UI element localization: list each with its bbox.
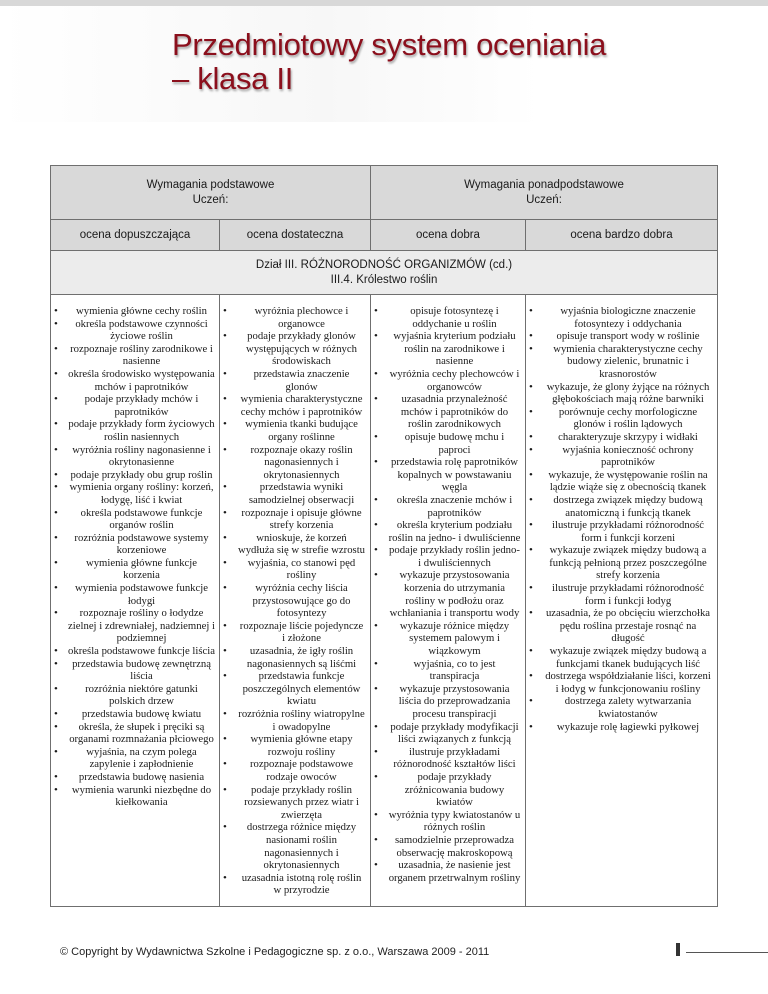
requirement-list-dobra	[373, 305, 521, 884]
requirement-item: • uzasadnia, że po obcięciu wierzchołka pędu roślina przestaje rosnąć na długość	[528, 607, 713, 645]
requirement-item: • przedstawia rolę paprotników kopalnych w powstawaniu węgla	[373, 456, 521, 494]
requirement-item: • rozpoznaje rośliny zarodnikowe i nasienne	[53, 343, 215, 368]
requirement-item: • przedstawia budowę nasienia	[53, 771, 215, 784]
requirement-item: • wyróżnia cechy plechowców i organowców	[373, 368, 521, 393]
section-title-line2: III.4. Królestwo roślin	[330, 273, 438, 286]
requirement-item: • podaje przykłady obu grup roślin	[53, 469, 215, 482]
requirement-item: • wykazuje rolę łagiewki pyłkowej	[528, 721, 713, 734]
grade-header-bardzo-dobra: ocena bardzo dobra	[526, 220, 718, 251]
requirement-item: • określa znaczenie mchów i paprotników	[373, 494, 521, 519]
requirement-item: • wyróżnia cechy liścia przystosowujące go do fotosyntezy	[222, 582, 366, 620]
requirement-list-dopuszczajaca	[53, 305, 215, 809]
section-title-line1: Dział III. RÓŻNORODNOŚĆ ORGANIZMÓW (cd.)	[255, 258, 513, 271]
requirement-item: • rozpoznaje rośliny o łodydze zielnej i zdrewniałej, nadziemnej i podziemnej	[53, 607, 215, 645]
requirement-item: • wyróżnia rośliny nagonasienne i okrytonasienne	[53, 444, 215, 469]
requirement-item: • rozróżnia niektóre gatunki polskich drzew	[53, 683, 215, 708]
column-bardzo-dobra	[526, 295, 718, 907]
grade-header-dobra: ocena dobra	[371, 220, 526, 251]
header-banner	[0, 0, 768, 130]
column-dostateczna	[220, 295, 371, 907]
requirement-item: • podaje przykłady form życiowych roślin nasiennych	[53, 418, 215, 443]
requirement-item: • ilustruje przykładami różnorodność kształtów liści	[373, 746, 521, 771]
requirement-item: • rozpoznaje i opisuje główne strefy korzenia	[222, 507, 366, 532]
requirement-item: • wyróżnia plechowce i organowce	[222, 305, 366, 330]
requirement-item: • wymienia podstawowe funkcje łodygi	[53, 582, 215, 607]
column-dobra	[371, 295, 526, 907]
footer-rule	[686, 952, 768, 953]
requirement-item: • określa podstawowe czynności życiowe roślin	[53, 318, 215, 343]
page-title-line1: Przedmiotowy system oceniania	[172, 27, 607, 62]
requirement-item: • opisuje budowę mchu i paproci	[373, 431, 521, 456]
requirement-item: • podaje przykłady roślin jedno- i dwuliściennych	[373, 544, 521, 569]
requirement-item: • rozróżnia rośliny wiatropylne i owadopylne	[222, 708, 366, 733]
requirement-item: • przedstawia budowę zewnętrzną liścia	[53, 658, 215, 683]
requirement-item: • wykazuje przystosowania korzenia do utrzymania rośliny w podłożu oraz wchłaniania i transportu wody	[373, 569, 521, 619]
requirement-item: • dostrzega różnice między nasionami roślin nagonasiennych i okrytonasiennych	[222, 821, 366, 871]
requirements-table-wrapper	[50, 165, 717, 907]
requirement-item: • charakteryzuje skrzypy i widłaki	[528, 431, 713, 444]
requirement-item: • przedstawia wyniki samodzielnej obserwacji	[222, 481, 366, 506]
requirement-item: • wymienia charakterystyczne cechy budowy zielenic, brunatnic i krasnorostów	[528, 343, 713, 381]
requirement-item: • uzasadnia, że nasienie jest organem przetrwalnym rośliny	[373, 859, 521, 884]
requirement-item: • wyróżnia typy kwiatostanów u różnych roślin	[373, 809, 521, 834]
requirement-list-dostateczna	[222, 305, 366, 897]
requirement-item: • dostrzega zalety wytwarzania kwiatostanów	[528, 695, 713, 720]
requirement-item: • wnioskuje, że korzeń wydłuża się w strefie wzrostu	[222, 532, 366, 557]
grade-header-dopuszczajaca: ocena dopuszczająca	[51, 220, 220, 251]
requirement-item: • wykazuje, że glony żyjące na różnych głębokościach mają różne barwniki	[528, 381, 713, 406]
requirement-item: • wykazuje różnice między systemem palowym i wiązkowym	[373, 620, 521, 658]
requirement-item: • wymienia główne funkcje korzenia	[53, 557, 215, 582]
requirement-item: • podaje przykłady modyfikacji liści związanych z funkcją	[373, 721, 521, 746]
requirement-item: • ilustruje przykładami różnorodność form i funkcji korzeni	[528, 519, 713, 544]
section-title	[51, 251, 718, 295]
requirements-table	[50, 165, 718, 907]
requirement-item: • samodzielnie przeprowadza obserwację makroskopową	[373, 834, 521, 859]
header-basic-requirements	[51, 166, 371, 220]
requirement-item: • wyjaśnia, na czym polega zapylenie i zapłodnienie	[53, 746, 215, 771]
requirement-item: • podaje przykłady zróżnicowania budowy kwiatów	[373, 771, 521, 809]
requirement-item: • przedstawia znaczenie glonów	[222, 368, 366, 393]
requirement-item: • wykazuje związek między budową a funkcją pełnioną przez poszczególne strefy korzenia	[528, 544, 713, 582]
requirement-item: • rozpoznaje liście pojedyncze i złożone	[222, 620, 366, 645]
requirement-item: • wyjaśnia, co to jest transpiracja	[373, 658, 521, 683]
requirement-item: • dostrzega współdziałanie liści, korzeni i łodyg w funkcjonowaniu rośliny	[528, 670, 713, 695]
page-title	[172, 28, 606, 96]
requirement-list-bardzo-dobra	[528, 305, 713, 733]
requirement-item: • uzasadnia istotną rolę roślin w przyrodzie	[222, 872, 366, 897]
requirement-item: • dostrzega związek między budową anatomiczną i funkcją tkanek	[528, 494, 713, 519]
page-number-mark	[676, 943, 680, 956]
requirement-item: • określa podstawowe funkcje liścia	[53, 645, 215, 658]
requirement-item: • wyjaśnia konieczność ochrony paprotników	[528, 444, 713, 469]
column-dopuszczajaca	[51, 295, 220, 907]
requirement-item: • ilustruje przykładami różnorodność form i funkcji łodyg	[528, 582, 713, 607]
requirement-item: • rozpoznaje podstawowe rodzaje owoców	[222, 758, 366, 783]
requirement-item: • opisuje fotosyntezę i oddychanie u roślin	[373, 305, 521, 330]
requirement-item: • przedstawia budowę kwiatu	[53, 708, 215, 721]
requirement-item: • określa kryterium podziału roślin na jedno- i dwuliścienne	[373, 519, 521, 544]
requirement-item: • wyjaśnia kryterium podziału roślin na zarodnikowe i nasienne	[373, 330, 521, 368]
requirement-item: • wykazuje związek między budową a funkcjami tkanek budujących liść	[528, 645, 713, 670]
requirement-item: • rozpoznaje okazy roślin nagonasiennych i okrytonasiennych	[222, 444, 366, 482]
requirement-item: • porównuje cechy morfologiczne glonów i roślin lądowych	[528, 406, 713, 431]
header-basic-title: Wymagania podstawowe	[146, 178, 275, 191]
requirement-item: • wyjaśnia, co stanowi pęd rośliny	[222, 557, 366, 582]
requirement-item: • określa podstawowe funkcje organów roślin	[53, 507, 215, 532]
requirement-item: • wykazuje, że występowanie roślin na lądzie wiąże się z obecnością tkanek	[528, 469, 713, 494]
requirement-item: • podaje przykłady mchów i paprotników	[53, 393, 215, 418]
requirement-item: • wymienia organy rośliny: korzeń, łodygę, liść i kwiat	[53, 481, 215, 506]
requirement-item: • uzasadnia przynależność mchów i paprotników do roślin zarodnikowych	[373, 393, 521, 431]
header-advanced-subtitle: Uczeń:	[526, 193, 562, 206]
requirement-item: • wymienia charakterystyczne cechy mchów i paprotników	[222, 393, 366, 418]
grade-header-dostateczna: ocena dostateczna	[220, 220, 371, 251]
requirement-item: • określa, że słupek i pręciki są organami rozmnażania płciowego	[53, 721, 215, 746]
requirement-item: • wymienia główne cechy roślin	[53, 305, 215, 318]
header-advanced-requirements	[371, 166, 718, 220]
requirement-item: • podaje przykłady roślin rozsiewanych przez wiatr i zwierzęta	[222, 784, 366, 822]
requirement-item: • podaje przykłady glonów występujących w różnych środowiskach	[222, 330, 366, 368]
requirement-item: • rozróżnia podstawowe systemy korzeniowe	[53, 532, 215, 557]
copyright-footer: © Copyright by Wydawnictwa Szkolne i Pedagogiczne sp. z o.o., Warszawa 2009 - 2011	[60, 946, 490, 958]
requirement-item: • uzasadnia, że igły roślin nagonasiennych są liśćmi	[222, 645, 366, 670]
requirement-item: • wyjaśnia biologiczne znaczenie fotosyntezy i oddychania	[528, 305, 713, 330]
requirement-item: • określa środowisko występowania mchów i paprotników	[53, 368, 215, 393]
requirement-item: • wymienia warunki niezbędne do kiełkowania	[53, 784, 215, 809]
header-advanced-title: Wymagania ponadpodstawowe	[464, 178, 624, 191]
requirement-item: • wykazuje przystosowania liścia do przeprowadzania procesu transpiracji	[373, 683, 521, 721]
requirement-item: • opisuje transport wody w roślinie	[528, 330, 713, 343]
header-basic-subtitle: Uczeń:	[192, 193, 229, 206]
requirement-item: • wymienia główne etapy rozwoju rośliny	[222, 733, 366, 758]
page-title-line2: – klasa II	[172, 61, 294, 96]
requirement-item: • przedstawia funkcje poszczególnych elementów kwiatu	[222, 670, 366, 708]
requirement-item: • wymienia tkanki budujące organy roślinne	[222, 418, 366, 443]
